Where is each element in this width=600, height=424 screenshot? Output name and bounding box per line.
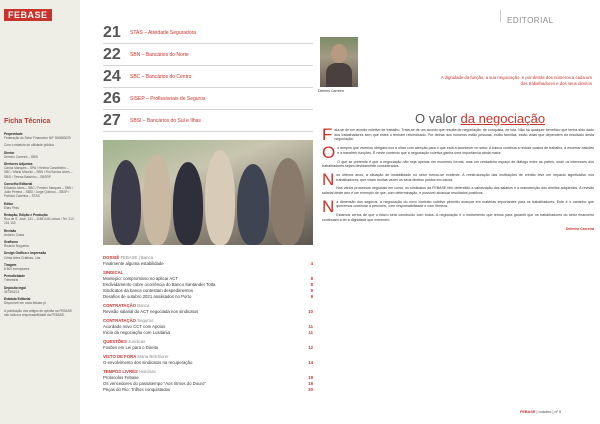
toc-entry-page: 14: [308, 360, 313, 365]
paragraph-text: Nos vários processos negociais em curso, os sindicatos da FEBASE têm defendido a valorização dos salários e a manutenção dos direitos adquiridos. A revisão salarial deste ano é um exemplo de que, com determinação, é possível alcançar resultados positivos.: [322, 186, 594, 196]
ficha-text: Eduardo Alves – SBC / Firmino Marques – SBN / João Pereira – SBSI / Jorge Quiroso – SBSP / Patrícia Caixinha – STAS: [4, 186, 74, 199]
ficha-block: [4, 162, 76, 179]
ficha-label: Propriedade: [4, 132, 23, 136]
footer-brand: FEBASE: [520, 410, 536, 414]
toc-page-number: 21: [103, 23, 121, 41]
febase-logo: [4, 8, 52, 22]
ficha-block: [4, 297, 76, 305]
toc-entry[interactable]: [103, 309, 313, 315]
toc-row[interactable]: [103, 66, 313, 88]
toc-entry-title: Protocolos Febase: [103, 375, 139, 380]
toc-section-sub: Seguros: [137, 318, 154, 323]
toc-page-number: 22: [103, 45, 121, 63]
toc-page-number: 27: [103, 111, 121, 129]
toc-entry-title: Fusões em Lei para o Direito: [103, 345, 159, 350]
ficha-text: Federação do Setor Financeiro NIF 500883029: [4, 136, 71, 141]
toc-entry-page: 20: [308, 387, 313, 392]
toc-section-title: QUESTÕES Jurídicas: [103, 339, 146, 344]
author-portrait: [320, 37, 358, 87]
toc-section-title: VISTO DE FORA Maria Belchiorer: [103, 354, 169, 359]
toc-section-title: TEMPOS LIVRES Histórias: [103, 369, 156, 374]
ficha-block: [4, 182, 76, 199]
toc-entry-title: Montepio: compromisso no aplicar ACT: [103, 276, 178, 281]
ficha-text: Disponível em www.febase.pt: [4, 301, 46, 306]
ficha-block: [4, 309, 76, 317]
toc-entry[interactable]: [103, 294, 313, 300]
toc-section-sub: Histórias: [139, 369, 156, 374]
toc-page-number: 26: [103, 89, 121, 107]
portrait-caption: Delmiro Carreira: [318, 89, 344, 93]
toc-entry[interactable]: [103, 261, 313, 267]
ficha-text: Carlos Marques – SPA / Helena Carvalheiro – SBC / Mário Mourão – SBN / Rui Santos Alves – SBSI / Teresa Baixinho – SBSRP: [4, 166, 73, 179]
editorial-paragraph: [322, 169, 594, 189]
toc-entry-page: 11: [308, 330, 313, 335]
drop-cap: N: [322, 196, 335, 216]
editorial-body: [322, 125, 594, 235]
toc-row[interactable]: [103, 110, 313, 132]
ficha-block: [4, 229, 76, 237]
toc-section-title: CONTRATAÇÃO Seguros: [103, 318, 154, 323]
ficha-label: Periodicidade: [4, 274, 25, 279]
ficha-text: Com o estatuto de utilidade pública: [4, 143, 54, 148]
toc-entry-title: O envolvimento dos sindicatos na recuperação: [103, 360, 193, 365]
toc-label: SBC – Bancários do Centro: [130, 73, 192, 80]
paragraph-text: os últimos anos, a situação de instabilidade no setor tornou-se evidente. A reestruturação das instituições de crédito teve um impacto significativo nos trabalhadores, que viram muitas vezes os seus direitos postos em causa.: [336, 172, 594, 182]
editorial-signature: Delmiro Carreira: [565, 226, 594, 231]
editorial-paragraph: [322, 186, 594, 195]
ficha-label: Editor: [4, 201, 14, 206]
page-footer: [520, 410, 561, 414]
sidebar: [0, 0, 80, 424]
toc-entry-page: 19: [308, 381, 313, 386]
toc-entry-title: Os vencedores do passatempo "Aos ritmos do Douro": [103, 381, 206, 386]
paragraph-text: a dimensão dos seguros, a negociação do novo contrato coletivo permitiu avançar em matérias importantes para os trabalhadores. Este é o caminho que queremos continuar a percorrer, com responsabilidade e com firmeza.: [336, 199, 594, 209]
toc-entry-page: 4: [310, 261, 313, 266]
drop-cap: N: [322, 169, 335, 189]
toc-label: SBN – Bancários do Norte: [130, 51, 189, 58]
toc-section-sub: Banca: [137, 303, 150, 308]
ficha-label: Depósito legal: [4, 285, 26, 290]
ficha-text: Elias Pinto: [4, 205, 20, 210]
drop-cap: F: [322, 125, 333, 144]
ficha-tecnica-body: [4, 132, 76, 320]
toc-entry-title: Finalmente alguma estabilidade: [103, 261, 164, 266]
toc-entry-page: 19: [308, 375, 313, 380]
ficha-block: [4, 143, 76, 147]
ficha-label: Tiragem: [4, 262, 17, 267]
toc-entry-title: Desafios de outubro 2021 analisados no Porto: [103, 294, 192, 299]
ficha-text: António Costa: [4, 232, 25, 237]
toc-entry-page: 10: [308, 309, 313, 314]
paragraph-text: Estamos certos de que o futuro será construído com todos. A negociação é o instrumento que temos para garantir que os trabalhadores do setor financeiro continuam a ter a dignidade que merecem.: [322, 213, 594, 222]
toc-entry-page: 8: [310, 282, 313, 287]
toc-entry-title: Endividamento cobre ocorrência do Banco Santander Totta: [103, 282, 216, 287]
toc-section-sub: FEBASE | Banca: [120, 255, 154, 260]
toc-entry-title: Acordado novo CCT com Apoios: [103, 324, 166, 329]
ficha-label: Diretores Adjuntos: [4, 162, 33, 167]
ficha-text: 8 500 exemplares: [4, 267, 30, 272]
toc-entry-title: Inicia da negociação com Lusitania: [103, 330, 170, 335]
toc-section-sub: Jurídicas: [128, 339, 146, 344]
toc-section-title: DOSSIÊ FEBASE | Banca: [103, 255, 154, 260]
toc-section-title: CONTRATAÇÃO Banca: [103, 303, 150, 308]
toc-section-title: SINDICAL: [103, 270, 124, 275]
ficha-label: Grafismo: [4, 240, 18, 245]
toc-sections: [103, 252, 313, 393]
ficha-block: [4, 274, 76, 282]
ficha-text: Rua de S. José, 131 – 1169-046 Lisboa / Tel. 213 216 100: [4, 217, 74, 226]
toc-entry[interactable]: [103, 330, 313, 336]
toc-entry-title: Peças do Rio: Trilhos conquistados: [103, 387, 171, 392]
ficha-text: A publicação dos artigos de opinião na FEBASE não indica a responsabilidade da FEBASE.: [4, 308, 73, 317]
ficha-block: [4, 202, 76, 210]
headline-part-b: da negociação: [460, 111, 546, 126]
ficha-text: Clima Artes Gráficas, Lda.: [4, 255, 42, 260]
editorial-lead: A dignidade da função, a sua negociação, e por detrás dos números a cada um dos trabalhadores e dos seus direitos: [440, 75, 592, 86]
ficha-block: [4, 240, 76, 248]
toc-entry-page: 12: [308, 345, 313, 350]
toc-entry[interactable]: [103, 387, 313, 393]
toc-sindicatos: [103, 22, 313, 132]
ficha-text: 367553/13: [4, 289, 20, 294]
toc-entry[interactable]: [103, 345, 313, 351]
footer-issue: | outubro | nº 5: [536, 410, 562, 414]
ficha-label: Redação, Edição e Produção: [4, 213, 48, 218]
paragraph-text: s tempos que vivemos obrigam-nos a olhar com atenção para o que está a acontecer no setor. A banca continua a reduzir postos de trabalho, a encerrar balcões e a transferir funções. É neste contexto que a negociação coletiva ganha uma importância ainda maior.: [337, 146, 594, 155]
drop-cap: O: [322, 143, 336, 163]
toc-entry-page: 9: [310, 294, 313, 299]
ficha-label: Revisão: [4, 228, 17, 233]
editorial-paragraph: [322, 125, 594, 144]
ficha-label: Conselho Editorial: [4, 181, 33, 186]
ficha-text: Trimestral: [4, 278, 19, 283]
ficha-label: Diretor: [4, 150, 15, 155]
ficha-block: [4, 286, 76, 294]
group-photo: [103, 140, 313, 245]
toc-entry-title: Revisão salarial do ACT negociada nos sindicatos: [103, 309, 199, 314]
editorial-tab: [500, 10, 600, 25]
ficha-label: Estatuto Editorial: [4, 297, 31, 302]
toc-entry-page: 9: [310, 288, 313, 293]
toc-entry[interactable]: [103, 360, 313, 366]
toc-row[interactable]: [103, 88, 313, 110]
toc-page-number: 24: [103, 67, 121, 85]
ficha-text: Ricardo Nogueira: [4, 244, 29, 249]
toc-entry-page: 11: [308, 324, 313, 329]
editorial-paragraph: [322, 143, 594, 163]
ficha-label: Design Gráfico e Impressão: [4, 251, 47, 256]
brand-name: FEBASE: [4, 9, 52, 21]
toc-entry-page: 8: [310, 276, 313, 281]
paragraph-text: ala-se de um acordo coletivo de trabalho. Trata-se de um acordo que resulta de negociação, de conquista, de luta. Não há qualquer benefício que tenha sido dado aos trabalhadores sem que estes o tenham reivindicado. Por detrás dos números estão pessoas, estão famílias, estão vidas que dependem do resultado desta negociação.: [334, 128, 594, 142]
editorial-paragraph: [322, 160, 594, 169]
toc-label: SISEP – Profissionais de Seguros: [130, 95, 206, 102]
toc-entry-title: Sindicatos da banca contestam despedimentos: [103, 288, 194, 293]
ficha-block: [4, 132, 76, 140]
toc-label: SBSI – Bancários do Sul e Ilhas: [130, 117, 201, 124]
editorial-tab-label: EDITORIAL: [507, 16, 554, 25]
editorial-paragraph: [322, 196, 594, 216]
ficha-tecnica-title: Ficha Técnica: [4, 118, 51, 125]
headline-part-a: O valor: [415, 111, 461, 126]
editorial-headline: [415, 111, 545, 126]
toc-row[interactable]: [103, 44, 313, 66]
toc-section-sub: Maria Belchiorer: [137, 354, 169, 359]
ficha-block: [4, 251, 76, 259]
ficha-block: [4, 151, 76, 159]
editorial-paragraph: [322, 213, 594, 222]
toc-row[interactable]: [103, 22, 313, 44]
ficha-text: Delmiro Carreira – SBSI: [4, 154, 39, 159]
ficha-block: [4, 213, 76, 226]
ficha-block: [4, 263, 76, 271]
paragraph-text: O que se pretende é que a negociação não seja apenas um momento formal, mas um verdadeiro espaço de diálogo entre as partes, onde os interesses dos trabalhadores sejam devidamente considerados.: [322, 159, 594, 169]
toc-label: STAS – Atividade Seguradora: [130, 29, 197, 36]
